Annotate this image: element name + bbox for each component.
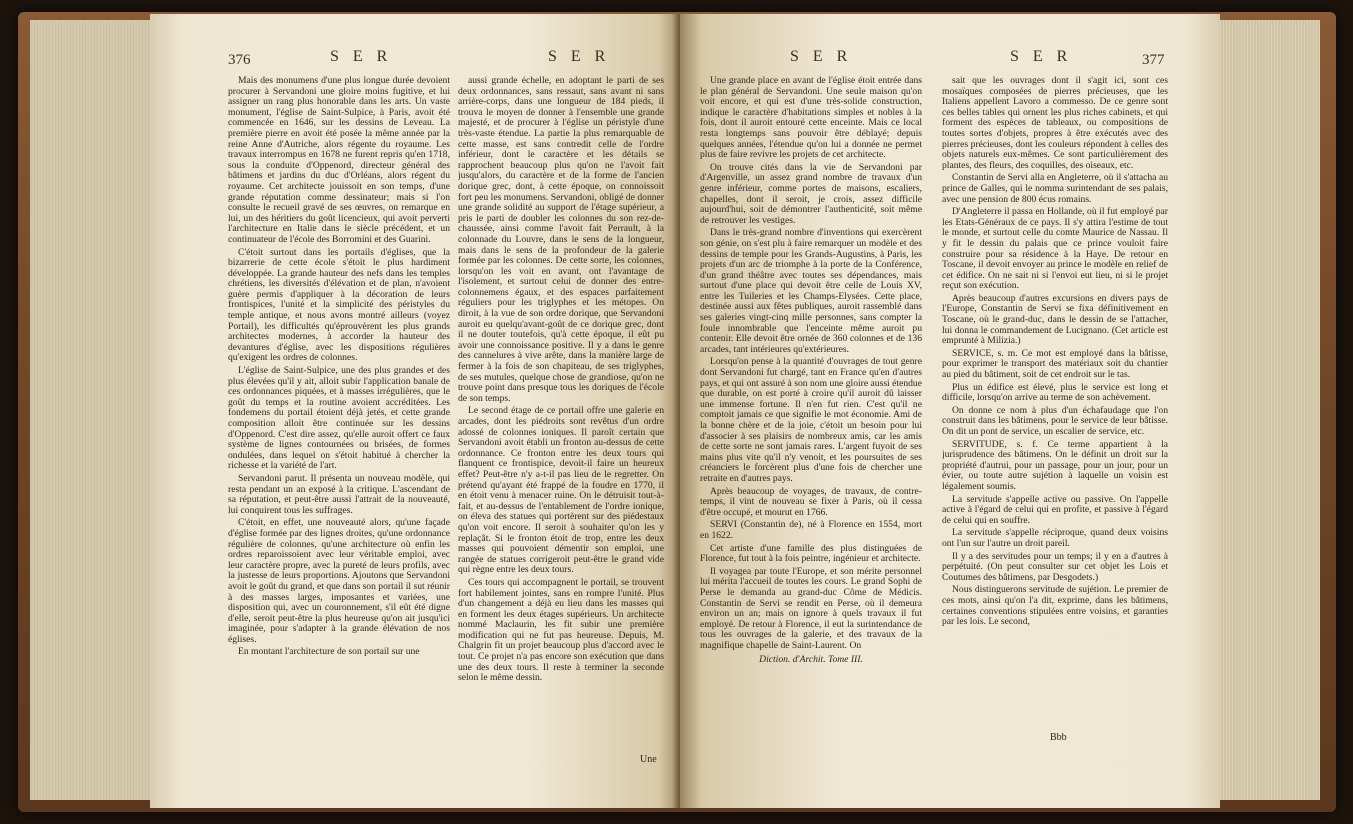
paragraph: Il y a des servitudes pour un temps; il y en a d'autres à perpétuité. (On peut consulter sur cet objet les Lois et Coutumes des bâtimens, par Desgodets.) <box>942 550 1168 583</box>
paragraph: Ces tours qui accompagnent le portail, se trouvent fort habilement jointes, sans en rompre l'unité. Plus d'un changement a déjà eu lieu dans les masses qui en forment les deux étages supérieurs. Un architecte nommé Maclaurin, les fit subir une première modification qui ne fut pas heureuse. Depuis, M. Chalgrin fit un projet beaucoup plus d'accord avec le tout. Ce projet n'a pas encore son exécution que dans une des deux tours. Il reste à terminer la seconde selon le même dessin. <box>458 576 664 684</box>
paragraph: SERVICE, s. m. Ce mot est employé dans la bâtisse, pour exprimer le transport des matériaux soit du chantier au pied du bâtiment, soit de cet endroit sur le tas. <box>942 347 1168 381</box>
paragraph: C'étoit surtout dans les portails d'églises, que la bizarrerie de cette école s'étoit le plus hardiment développée. La grande hauteur des nefs dans les temples chrétiens, les diversités d'élévation et de plan, n'avoient guère permis d'appliquer à la décoration de leurs frontispices, l'unité et la simplicité des péristyles du temple antique, et nous avons montré ailleurs (voyez Portail), les difficultés qu'éprouvèrent les plus grands architectes modernes, à accorder la hauteur des devantures d'église, avec les dispositions régulières qu'exigent les ordres de colonnes. <box>228 246 450 364</box>
paragraph: La servitude s'appelle réciproque, quand deux voisins ont l'un sur l'autre un droit pareil. <box>942 527 1168 549</box>
paragraph: D'Angleterre il passa en Hollande, où il fut employé par les Etats-Généraux de ce pays. Il s'y attira l'estime de tout le monde, et surtout celle du comte Maurice de Nassau. Il y fit le dessin du palais que ce prince vouloit faire construire pour sa résidence à la Haye. De retour en Toscane, il devoit envoyer au prince le modèle en relief de cet édifice. On ne sait ni si l'envoi eut lieu, ni si le projet reçut son exécution. <box>942 206 1168 292</box>
paragraph: On trouve cités dans la vie de Servandoni par d'Argenville, un assez grand nombre de travaux d'un genre inférieur, comme portes de maisons, escaliers, chapelles, dont il seroit, je crois, assez difficile aujourd'hui, soit de démontrer l'authenticité, soit même de retrouver les vestiges. <box>700 161 922 226</box>
text-column-1 <box>228 76 450 736</box>
left-page <box>150 14 680 808</box>
page-number: 376 <box>228 52 251 68</box>
catchword: Une <box>640 754 657 765</box>
paragraph: C'étoit, en effet, une nouveauté alors, qu'une façade d'église formée par des lignes droites, qu'une ordonnance régulière de colonnes, qu'une architecture où enfin les ordres reparoissoient avec leur véritable emploi, avec leur caractère propre, avec la pureté de leurs profils, avec la justesse de leurs proportions. Ajoutons que Servandoni avoit le goût du grand, et que dans son portail il sut réunir à des masses larges, imposantes et variées, une disposition qui, avec un couronnement, s'il eût été digne d'elle, seroit peut-être la plus heureuse qu'on ait jusqu'ici imaginée, pour s'adapter à la grande élévation de nos églises. <box>228 517 450 645</box>
signature-mark: Bbb <box>1050 732 1067 743</box>
paragraph: Mais des monumens d'une plus longue durée devoient procurer à Servandoni une gloire moins fugitive, et lui assigner un rang plus honorable dans les arts. Un vaste monument, l'église de Saint-Sulpice, à Paris, avoit été commencée en 1646, sur les dessins de Leveau. La première pierre en avoit été posée la même année par la reine Anne d'Autriche, alors régente du royaume. Les travaux interrompus en 1678 ne furent repris qu'en 1718, sous la conduite d'Oppenord, directeur général des bâtimens et jardins du duc d'Orléans, alors régent du royaume. Cet architecte jouissoit en son temps, d'une grande réputation comme dessinateur; mais si l'on consulte le recueil gravé de ses œuvres, on remarque en lui, un des héritiers du goût licencieux, qui avoit perverti l'architecture en Italie dans le siècle précédent, et un continuateur de l'école des Borromini et des Guarini. <box>228 76 450 245</box>
paragraph: Dans le très-grand nombre d'inventions qui exercèrent son génie, on s'est plu à faire remarquer un modèle et des dessins de temple pour les Grands-Augustins, à Paris, les projets d'un arc de triomphe à la porte de la Conférence, d'un grand théâtre avec toutes ses dépendances, mais surtout d'une place qui devoit être celle de Louis XV, entre les Tuileries et les Champs-Elysées. Cette place, destinée aussi aux fêtes publiques, auroit rassemblé dans ses galeries vingt-cinq mille personnes, sans compter la foule innombrable que l'enceinte même auroit pu contenir. Elle devoit être ornée de 360 colonnes et de 136 arcades, tant intérieures qu'extérieures. <box>700 227 922 355</box>
paragraph: Plus un édifice est élevé, plus le service est long et difficile, lorsqu'on arrive au terme de son achèvement. <box>942 381 1168 404</box>
running-header-left: S E R <box>330 48 393 65</box>
paragraph: Nous distinguerons servitude de sujétion. Le premier de ces mots, ainsi qu'on l'a dit, exprime, dans les bâtimens, certaines conventions stipulées entre voisins, et garanties par les lois. Le second, <box>942 584 1168 628</box>
running-header-left: S E R <box>790 48 853 65</box>
paragraph: La servitude s'appelle active ou passive. On l'appelle active à l'égard de celui qui en profite, et passive à l'égard de celui qui en souffre. <box>942 493 1168 526</box>
paragraph: Cet artiste d'une famille des plus distinguées de Florence, fut tout à la fois peintre, ingénieur et architecte. <box>700 542 922 565</box>
paragraph: Une grande place en avant de l'église étoit entrée dans le plan général de Servandoni. Une seule maison qu'on voit encore, et qui est d'une très-solide construction, indique le caractère d'habitations simples et nobles à la fois, dont il auroit entouré cette enceinte. Mais ce local resta longtemps sans pouvoir être déblayé; depuis quelques années, l'étendue qu'on lui a donnée ne permet plus de faire revivre les projets de cet architecte. <box>700 76 922 161</box>
text-column-2 <box>458 76 664 736</box>
paragraph: SERVI (Constantin de), né à Florence en 1554, mort en 1622. <box>700 519 922 541</box>
text-column-2 <box>942 76 1168 736</box>
paragraph: Le second étage de ce portail offre une galerie en arcades, dont les piédroits sont revêtus d'un ordre adossé de colonnes ioniques. Il paroît certain que Servandoni avoit établi un fronton au-dessus de cette ordonnance. Ce fronton entre les deux tours qui flanquent ce frontispice, devoit-il faire un heureux effet? Peut-être n'y a-t-il pas lieu de le regretter. On prétend qu'ayant été frappé de la foudre en 1770, il en étoit venu à menacer ruine. On le détruisit tout-à-fait, et au-dessus de l'entablement de l'ordre ionique, on éleva des statues qui portèrent sur des piédestaux qu'on voit encore. Il seroit à souhaiter qu'on les y replaçât. Si le fronton étoit de trop, entre les deux masses qui pouvoient démentir son emploi, une rangée de statues corrigeroit peut-être le grand vide qui règne entre les deux tours. <box>458 405 664 576</box>
page-edges-left <box>30 20 160 800</box>
paragraph: L'église de Saint-Sulpice, une des plus grandes et des plus élevées qu'il y ait, alloit subir l'application banale de ces ordonnances piquées, et à masses irrégulières, que le goût du temps et la routine avoient accréditées. Les fondemens du portail étoient déjà jetés, et cette grande composition alloit être continuée sur les dessins d'Oppenord. C'est dire assez, qu'elle auroit offert ce faux système de lignes contournées ou brisées, de formes ondulées, dans lequel on s'étoit habitué à chercher la richesse et la variété de l'art. <box>228 365 450 472</box>
running-header-right: S E R <box>1010 48 1073 65</box>
paragraph: En montant l'architecture de son portail sur une <box>238 646 420 658</box>
paragraph: sait que les ouvrages dont il s'agit ici, sont ces mosaïques composées de pierres précieuses, que les Italiens appellent Lavoro a commesso. De ce genre sont ces belles tables qui ornent les plus riches cabinets, et qui forment des espèces de tableaux, ou compositions de toutes sortes d'objets, propres à être exécutés avec des pierres précieuses, dont les couleurs répondent à celles des objets naturels eux-mêmes. Ce sont particulièrement des plantes, des fleurs, des coquilles, des oiseaux, etc. <box>942 76 1168 171</box>
paragraph: Servandoni parut. Il présenta un nouveau modèle, qui resta pendant un an exposé à la critique. L'ascendant de sa réputation, et peut-être aussi l'attrait de la nouveauté, lui conquirent tous les suffrages. <box>228 472 450 516</box>
paragraph: Il voyagea par toute l'Europe, et son mérite personnel lui mérita l'accueil de toutes les cours. Le grand Sophi de Perse le demanda au grand-duc Côme de Médicis. Constantin de Servi se rendit en Perse, où il demeura environ un an; mais on ignore à quels travaux il fut employé. De retour à Florence, il eut la surintendance de tous les ouvrages de la galerie, et des travaux de la magnifique chapelle de Saint-Laurent. On <box>700 565 922 651</box>
paragraph: SERVITUDE, s. f. Ce terme appartient à la jurisprudence des bâtimens. On le définit un droit sur la propriété d'autrui, pour un passage, pour un jour, pour un évier, ou toute autre sujétion à laquelle un voisin est légalement soumis. <box>942 438 1168 492</box>
paragraph: Après beaucoup de voyages, de travaux, de contre-temps, il vint de nouveau se fixer à Paris, où il cessa d'être occupé, et mourut en 1766. <box>700 485 922 518</box>
text-column-1 <box>700 76 922 736</box>
paragraph: Après beaucoup d'autres excursions en divers pays de l'Europe, Constantin de Servi se fixa définitivement en Toscane, où le grand-duc, dans le dessin de se l'attacher, lui donna le commandement de Lucignano. (Cet article est emprunté à Milizia.) <box>942 292 1168 347</box>
right-page <box>680 14 1220 808</box>
volume-footer: Diction. d'Archit. Tome III. <box>759 654 863 666</box>
page-number: 377 <box>1142 52 1165 68</box>
paragraph: Constantin de Servi alla en Angleterre, où il s'attacha au prince de Galles, qui le nomma surintendant de ses palais, avec une pension de 800 écus romains. <box>942 172 1168 205</box>
running-header-right: S E R <box>548 48 611 65</box>
paragraph: Lorsqu'on pense à la quantité d'ouvrages de tout genre dont Servandoni fut chargé, tant en France qu'en d'autres pays, et qui ont assuré à son nom une gloire aussi étendue que durable, on est porté à croire qu'il auroit dû laisser une immense fortune. Il n'en fut rien. C'est qu'il ne comptoit jamais ce que signifie le mot économie. Ami de la bonne chère et de la joie, c'étoit un besoin pour lui d'associer à ses plaisirs de nombreux amis, car les amis de cette sorte ne sont jamais rares. L'argent fuyoit de ses mains plus vite qu'il n'y venoit, et les poursuites de ses créanciers le forcèrent plus d'une fois de chercher une retraite en d'autres pays. <box>700 356 922 484</box>
paragraph: aussi grande échelle, en adoptant le parti de ses deux ordonnances, sans ressaut, sans avant ni sans arrière-corps, dans une longueur de 184 pieds, il trouva le moyen de donner à l'ensemble une grande majesté, et de procurer à l'église un péristyle d'une très-vaste étendue. La partie la plus remarquable de cette masse, est sans contredit celle de l'ordre inférieur, dont le caractère et les détails se rapprochent beaucoup plus qu'on ne l'avoit fait jusqu'alors, du caractère et de la forme de l'ancien dorique grec, dont, à cette époque, on connoissoit fort peu les monumens. Servandoni, obligé de donner une grande solidité au support de l'étage supérieur, a pris le parti de doubler les colonnes du son rez-de-chaussée, ainsi comme l'avoit fait Perrault, à la colonnade du Louvre, dans le sens de la longueur, mais dans le sens de la profondeur de la galerie formée par les colonnes. De cette sorte, les colonnes, lorsqu'on les voit en avant, ont l'avantage de l'isolement, et surtout celui de donner des entre-colonnemens égaux, et des espaces parfaitement réguliers pour les triglyphes et les métopes. On diroit, à la vue de son ordre dorique, que Servandoni auroit eu quelqu'avant-goût de ce dorique grec, dont il ne douter toutefois, qu'à cette époque, il eût pu avoir une connoissance positive. Il y a dans le genre des cannelures à vive arête, dans la manière large de fermer à la fois de son chapiteau, de ses triglyphes, de ses mutules, quelque chose de grandiose, qu'on ne trouve point dans presque tous les doriques de l'école de son temps. <box>458 76 664 404</box>
paragraph: On donne ce nom à plus d'un échafaudage que l'on construit dans les bâtimens, pour le service de leur bâtisse. On dit un pont de service, un escalier de service, etc. <box>942 404 1168 437</box>
